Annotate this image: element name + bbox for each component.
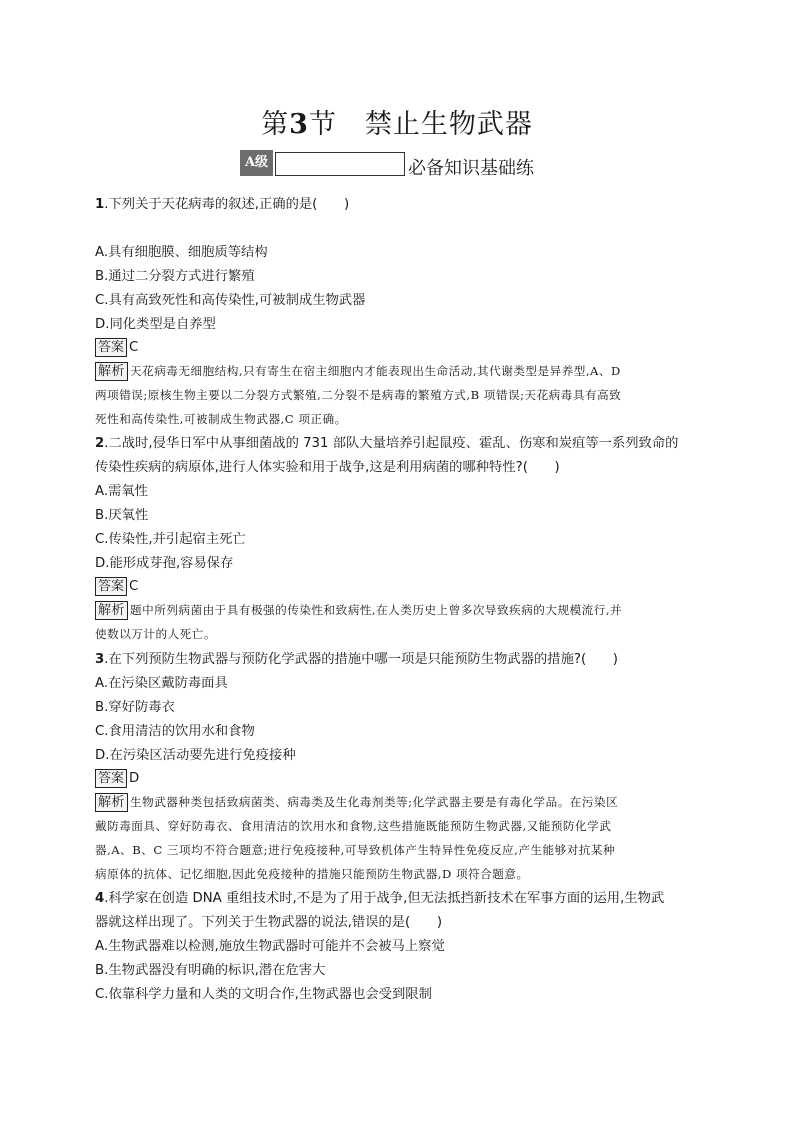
option: B.穿好防毒衣 (95, 700, 175, 715)
question-3 (95, 648, 705, 886)
page-title (0, 102, 794, 141)
explanation-line: 病原体的抗体、记忆细胞,因此免疫接种的措施只能预防生物武器,D 项符合题意。 (95, 867, 529, 881)
question-stem-cont: 器就这样出现了。下列关于生物武器的说法,错误的是( ) (95, 915, 443, 930)
option: D.同化类型是自养型 (95, 317, 216, 332)
question-stem-cont: 传染性疾病的病原体,进行人体实验和用于战争,这是利用病菌的哪种特性?( ) (95, 460, 560, 475)
explanation-line: 戴防毒面具、穿好防毒衣、食用清洁的饮用水和食物,这些措施既能预防生物武器,又能预防化学武 (95, 819, 612, 833)
question-1 (95, 193, 705, 217)
option: C.传染性,并引起宿主死亡 (95, 532, 246, 547)
question-stem: 4.科学家在创造 DNA 重组技术时,不是为了用于战争,但无法抵挡新技术在军事方面的运用,生物武 (95, 891, 665, 906)
explanation: 解析 生物武器种类包括致病菌类、病毒类及生化毒剂类等;化学武器主要是有毒化学品。在污染区 (95, 790, 705, 814)
answer-tag: 答案 (95, 338, 127, 357)
option: D.在污染区活动要先进行免疫接种 (95, 748, 296, 763)
option: C.食用清洁的饮用水和食物 (95, 724, 255, 739)
level-blank-box (275, 152, 405, 176)
answer-line (95, 576, 705, 598)
answer-tag: 答案 (95, 769, 127, 788)
option: C.依靠科学力量和人类的文明合作,生物武器也会受到限制 (95, 987, 432, 1002)
title-text: 节 禁止生物武器 (308, 109, 533, 140)
explanation: 解析 天花病毒无细胞结构,只有寄生在宿主细胞内才能表现出生命活动,其代谢类型是异养型,A、D (95, 359, 705, 383)
explanation-line: 两项错误;原核生物主要以二分裂方式繁殖,二分裂不是病毒的繁殖方式,B 项错误;天花病毒具有高致 (95, 388, 622, 402)
explain-tag: 解析 (95, 793, 128, 812)
answer-tag: 答案 (95, 577, 127, 596)
level-badge: A级 (240, 150, 273, 176)
option: C.具有高致死性和高传染性,可被制成生物武器 (95, 293, 366, 308)
explanation-line: 使数以万计的人死亡。 (95, 627, 216, 641)
title-prefix: 第 (261, 109, 290, 140)
question-stem: 1.下列关于天花病毒的叙述,正确的是( ) (95, 197, 350, 212)
option: A.在污染区戴防毒面具 (95, 676, 228, 691)
question-2 (95, 432, 705, 646)
explain-tag: 解析 (95, 601, 128, 620)
question-stem: 2.二战时,侵华日军中从事细菌战的 731 部队大量培养引起鼠疫、霍乱、伤寒和炭疽等一系列致命的 (95, 436, 679, 451)
option: B.厌氧性 (95, 508, 149, 523)
answer-value: D (129, 771, 140, 786)
level-title: 必备知识基础练 (408, 158, 534, 179)
answer-value: C (129, 579, 139, 594)
level-header (240, 150, 534, 180)
question-stem: 3.在下列预防生物武器与预防化学武器的措施中哪一项是只能预防生物武器的措施?( ) (95, 652, 618, 667)
question-4 (95, 887, 705, 1007)
explanation-line: 器,A、B、C 三项均不符合题意;进行免疫接种,可导致机体产生特异性免疫反应,产生能够对抗某种 (95, 843, 616, 857)
question-1-options (95, 241, 705, 431)
explain-tag: 解析 (95, 362, 128, 381)
section-number: 3 (289, 109, 309, 140)
explanation-line: 死性和高传染性,可被制成生物武器,C 项正确。 (95, 412, 347, 426)
answer-line (95, 768, 705, 790)
option: B.生物武器没有明确的标识,潜在危害大 (95, 963, 326, 978)
option: A.具有细胞膜、细胞质等结构 (95, 245, 268, 260)
option: B.通过二分裂方式进行繁殖 (95, 269, 255, 284)
answer-value: C (129, 340, 139, 355)
answer-line (95, 337, 705, 359)
option: A.需氧性 (95, 484, 148, 499)
option: D.能形成芽孢,容易保存 (95, 556, 234, 571)
explanation: 解析 题中所列病菌由于具有极强的传染性和致病性,在人类历史上曾多次导致疾病的大规模流行,并 (95, 598, 705, 622)
option: A.生物武器难以检测,施放生物武器时可能并不会被马上察觉 (95, 939, 445, 954)
